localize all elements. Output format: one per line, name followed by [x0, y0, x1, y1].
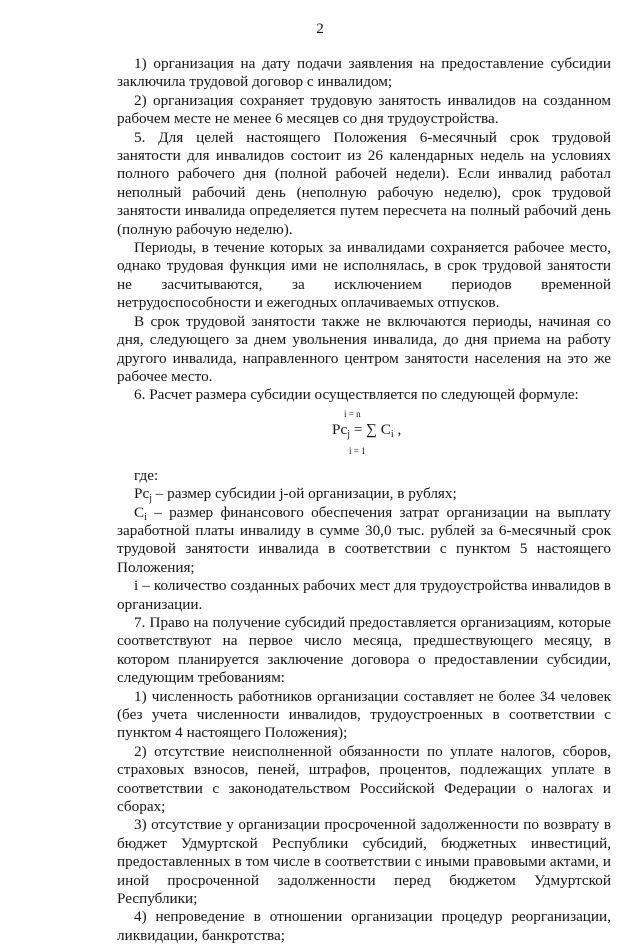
paragraph-periods: Периоды, в течение которых за инвалидами сохраняется рабочее место, однако трудовая функция ими не исполнялась, в срок трудовой занятости не засчитываются, за исключением периодов временной нетрудоспособности и ежегодных оплачиваемых отпусков. — [117, 239, 611, 312]
paragraph-excluded-periods: В срок трудовой занятости также не включаются периоды, начиная со дня, следующего за днем увольнения инвалида, до дня приема на работу другого инвалида, направленного центром занятости населения на это же рабочее место. — [117, 312, 611, 385]
definition-pc-symbol: Pc — [134, 485, 150, 503]
formula-rhs-subscript: i — [390, 428, 394, 440]
requirement-4: 4) непроведение в отношении организации процедур реорганизации, ликвидации, банкротства; — [117, 908, 611, 944]
requirement-2: 2) отсутствие неисполненной обязанности по уплате налогов, сборов, страховых взносов, пеней, штрафов, процентов, подлежащих уплате в соответствии с законодательством Российской Федерации о налогах и сборах; — [117, 742, 611, 816]
definition-c-text: – размер финансового обеспечения затрат организации на выплату заработной платы инвалиду в сумме 30,0 тыс. рублей за 6-месячный срок трудовой занятости инвалида в соответствии с пунктом 5 настоящего Положения; — [117, 503, 611, 576]
definition-pc — [117, 485, 611, 503]
document-body — [117, 55, 611, 945]
subsidy-formula — [117, 409, 611, 467]
formula-lhs: Pc — [332, 420, 348, 438]
paragraph-item-7: 7. Право на получение субсидий предоставляется организациям, которые соответствуют на первое число месяца, предшествующего месяцу, в котором планируется заключение договора о предоставлении субсидии, следующим требованиям: — [117, 613, 611, 687]
paragraph-item-6: 6. Расчет размера субсидии осуществляется по следующей формуле: — [134, 386, 579, 404]
paragraph-condition-2: 2) организация сохраняет трудовую занятость инвалидов на созданном рабочем месте не менее 6 месяцев со дня трудоустройства. — [117, 91, 611, 128]
paragraph-condition-1: 1) организация на дату подачи заявления на предоставление субсидии заключила трудовой договор с инвалидом; — [117, 55, 611, 91]
definition-c — [117, 504, 611, 578]
definition-i: i – количество созданных рабочих мест для трудоустройства инвалидов в организации. — [117, 577, 611, 613]
formula-expression — [332, 421, 401, 439]
sum-upper-limit: i = n — [344, 408, 361, 419]
sum-lower-limit: i = 1 — [349, 445, 366, 456]
formula-sum: = ∑ C — [349, 420, 391, 438]
definition-c-subscript: i — [144, 511, 147, 523]
definition-c-symbol: C — [134, 503, 145, 521]
requirement-1: 1) численность работников организации составляет не более 34 человек (без учета численности инвалидов, трудоустроенных в соответствии с пунктом 4 настоящего Положения); — [117, 687, 611, 742]
formula-tail: , — [393, 420, 402, 438]
page-number: 2 — [316, 20, 324, 37]
paragraph-item-5: 5. Для целей настоящего Положения 6-месячный срок трудовой занятости для инвалидов состоит из 26 календарных недель на условиях полного рабочего дня (полной рабочей недели). Если инвалид работал неполный рабочий день (неполную рабочую неделю), срок трудовой занятости инвалида определяется путем пересчета на полный рабочий день (полную рабочую неделю). — [117, 128, 611, 238]
where-label: где: — [134, 466, 159, 484]
definition-pc-text: – размер субсидии j-ой организации, в рублях; — [151, 485, 457, 503]
requirement-3: 3) отсутствие у организации просроченной задолженности по возврату в бюджет Удмуртской Республики субсидий, бюджетных инвестиций, предоставленных в том числе в соответствии с иными правовыми актами, и иной просроченной задолженности перед бюджетом Удмуртской Республики; — [117, 816, 611, 908]
definition-pc-subscript: j — [149, 493, 152, 505]
formula-lhs-subscript: j — [347, 428, 350, 440]
